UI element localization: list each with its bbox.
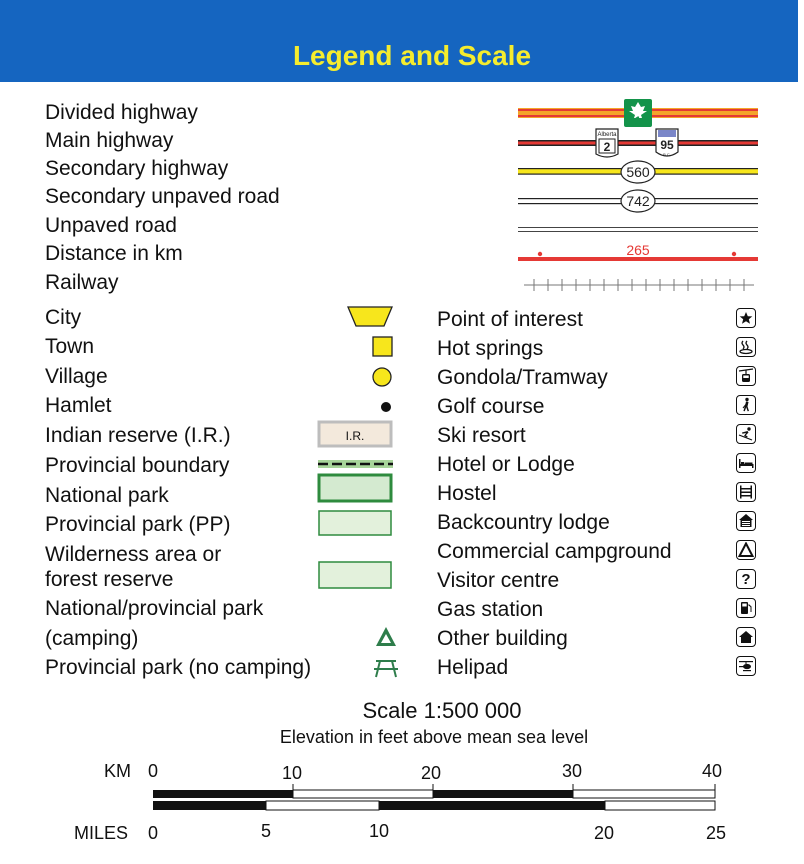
legend-helipad-label: Helipad [437, 656, 509, 679]
gondola-icon [736, 366, 756, 386]
km-tick-20: 20 [421, 763, 442, 783]
miles-tick-10: 10 [369, 821, 390, 841]
house-icon [736, 627, 756, 647]
legend-national-park-label: National park [45, 484, 169, 507]
legend-ski-label: Ski resort [437, 424, 526, 447]
hamlet-symbol-icon [381, 402, 391, 412]
km-tick-30: 30 [562, 761, 583, 781]
km-tick-0: 0 [148, 761, 159, 781]
railway-line [524, 279, 754, 291]
legend-village-label: Village [45, 365, 108, 388]
scale-subtitle: Elevation in feet above mean sea level [279, 727, 589, 747]
miles-tick-20: 20 [594, 823, 615, 843]
miles-scale-bar [153, 801, 715, 810]
legend-park-camping-label-1: National/provincial park [45, 597, 264, 620]
distance-marker-start [538, 252, 542, 256]
legend-hot-springs-label: Hot springs [437, 337, 544, 360]
legend-point-of-interest-label: Point of interest [437, 308, 583, 331]
helicopter-icon [736, 656, 756, 676]
legend-hostel-label: Hostel [437, 482, 497, 505]
legend-provincial-park-label: Provincial park (PP) [45, 513, 231, 536]
road-label-unpaved: Unpaved road [45, 214, 177, 237]
village-symbol-icon [373, 368, 391, 386]
secondary-number: 560 [626, 164, 650, 180]
legend-golf-label: Golf course [437, 395, 545, 418]
road-label-main-highway: Main highway [45, 129, 174, 152]
alberta-number: 2 [603, 140, 611, 154]
picnic-table-icon [374, 661, 398, 677]
km-tick-10: 10 [282, 763, 303, 783]
indian-reserve-symbol-text: I.R. [345, 429, 365, 443]
km-scale-bar [153, 784, 715, 798]
town-symbol-icon [373, 337, 392, 356]
legend-hotel-label: Hotel or Lodge [437, 453, 575, 476]
road-label-railway: Railway [45, 271, 119, 294]
miles-tick-25: 25 [706, 823, 727, 843]
hostel-icon [736, 482, 756, 502]
unpaved-road-line [518, 227, 758, 232]
city-symbol-icon [348, 307, 392, 326]
camping-tent-icon [376, 627, 396, 646]
km-unit-label: KM [104, 761, 131, 781]
km-tick-40: 40 [702, 761, 723, 781]
distance-marker-end [732, 252, 736, 256]
question-icon: ? [736, 569, 756, 589]
legend-park-no-camping-label: Provincial park (no camping) [45, 656, 312, 679]
legend-gas-station-label: Gas station [437, 598, 544, 621]
legend-visitor-centre-label: Visitor centre [437, 569, 560, 592]
provincial-park-symbol [319, 511, 391, 535]
legend-indian-reserve-label: Indian reserve (I.R.) [45, 424, 231, 447]
legend-provincial-boundary-label: Provincial boundary [45, 454, 230, 477]
road-label-distance: Distance in km [45, 242, 183, 265]
legend-park-camping-label-2: (camping) [45, 627, 139, 650]
alberta-label: Alberta [597, 132, 617, 138]
legend-wilderness-label-1: Wilderness area or [45, 543, 222, 566]
golf-icon [736, 395, 756, 415]
hot-springs-icon [736, 337, 756, 357]
road-label-secondary-unpaved: Secondary unpaved road [45, 185, 280, 208]
road-symbols [510, 96, 770, 296]
scale-bar [150, 784, 720, 814]
legend-hamlet-label: Hamlet [45, 394, 112, 417]
settlement-park-symbols [310, 300, 410, 690]
gas-pump-icon [736, 598, 756, 618]
road-label-divided-highway: Divided highway [45, 101, 198, 124]
miles-tick-0: 0 [148, 823, 159, 843]
national-park-symbol [319, 475, 391, 501]
trans-canada-number: 1 [634, 114, 642, 128]
legend-campground-label: Commercial campground [437, 540, 672, 563]
provincial-boundary-symbol [318, 460, 393, 468]
page-title: Legend and Scale [292, 40, 532, 71]
legend-backcountry-label: Backcountry lodge [437, 511, 610, 534]
legend-city-label: City [45, 306, 82, 329]
scale-title: Scale 1:500 000 [362, 698, 522, 723]
legend-wilderness-label-2: forest reserve [45, 568, 174, 591]
unpaved-number: 742 [626, 193, 650, 209]
tent-icon [736, 540, 756, 560]
miles-unit-label: MILES [74, 823, 129, 843]
distance-value: 265 [626, 242, 650, 258]
bc-label: B.C. [663, 152, 671, 157]
bed-icon [736, 453, 756, 473]
cabin-icon [736, 511, 756, 531]
main-highway-line [518, 140, 758, 146]
wilderness-area-symbol [319, 562, 391, 588]
star-icon [736, 308, 756, 328]
ski-icon [736, 424, 756, 444]
road-label-secondary-highway: Secondary highway [45, 157, 229, 180]
legend-town-label: Town [45, 335, 95, 358]
legend-other-building-label: Other building [437, 627, 568, 650]
miles-tick-5: 5 [261, 821, 272, 841]
bc-number: 95 [660, 138, 674, 152]
legend-gondola-label: Gondola/Tramway [437, 366, 608, 389]
